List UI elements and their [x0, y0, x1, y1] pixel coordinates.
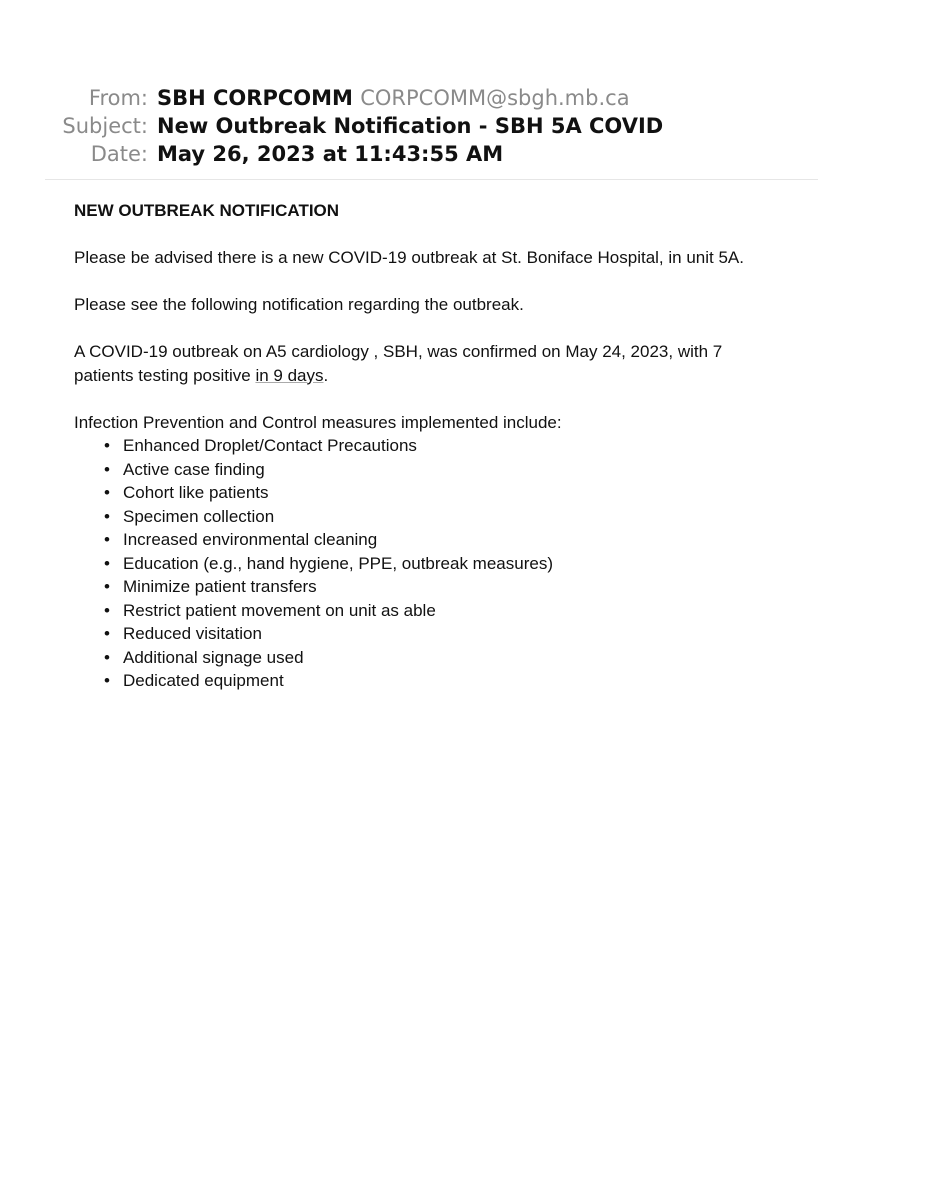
bullet-icon: •: [104, 506, 110, 526]
measure-text: Specimen collection: [123, 506, 275, 526]
details-line-2-end: .: [323, 365, 329, 385]
bullet-icon: •: [104, 436, 110, 455]
email-body: [74, 199, 834, 693]
bullet-icon: •: [104, 600, 110, 620]
measure-text: Additional signage used: [123, 647, 304, 667]
measure-text: Cohort like patients: [123, 483, 269, 502]
list-item: [74, 458, 834, 482]
from-label: From:: [88, 86, 148, 110]
list-item: [74, 481, 834, 505]
bullet-icon: •: [104, 553, 110, 573]
bullet-icon: •: [104, 671, 110, 690]
measure-text: Restrict patient movement on unit as able: [123, 600, 436, 620]
bullet-icon: •: [104, 459, 110, 479]
date-value: May 26, 2023 at 11:43:55 AM: [157, 142, 504, 166]
list-item: [74, 505, 834, 529]
details-line-1: A COVID-19 outbreak on A5 cardiology , SBH, was confirmed on May 24, 2023, with 7: [74, 342, 723, 361]
bullet-icon: •: [104, 624, 110, 643]
header-divider: [45, 179, 818, 180]
advisory-paragraph: Please be advised there is a new COVID-19 outbreak at St. Boniface Hospital, in unit 5A.: [74, 248, 744, 267]
list-item: [74, 528, 834, 552]
measure-text: Increased environmental cleaning: [123, 530, 378, 549]
list-item: [74, 434, 834, 458]
measure-text: Enhanced Droplet/Contact Precautions: [123, 436, 417, 455]
list-item: [74, 622, 834, 646]
details-line-2-start: patients testing positive: [74, 365, 256, 385]
measure-text: Education (e.g., hand hygiene, PPE, outbreak measures): [123, 553, 553, 573]
details-days-link[interactable]: in 9 days: [255, 365, 324, 385]
list-item: [74, 599, 834, 623]
notice-paragraph: Please see the following notification regarding the outbreak.: [74, 295, 524, 314]
list-item: [74, 575, 834, 599]
outbreak-details-paragraph: [74, 340, 834, 387]
bullet-icon: •: [104, 483, 110, 502]
from-row: [0, 84, 928, 112]
list-item: [74, 669, 834, 693]
from-value: [157, 84, 630, 112]
date-row: [0, 140, 928, 168]
email-header: [0, 84, 928, 168]
measure-text: Minimize patient transfers: [123, 577, 317, 596]
measure-text: Reduced visitation: [123, 624, 262, 643]
subject-label: Subject:: [62, 114, 148, 138]
bullet-icon: •: [104, 647, 110, 667]
list-item: [74, 552, 834, 576]
subject-row: [0, 112, 928, 140]
measure-text: Dedicated equipment: [123, 671, 284, 690]
list-item: [74, 646, 834, 670]
sender-email[interactable]: CORPCOMM@sbgh.mb.ca: [360, 86, 630, 110]
subject-value: New Outbreak Notification - SBH 5A COVID: [157, 114, 664, 138]
sender-name: SBH CORPCOMM: [157, 86, 353, 110]
measures-list: [74, 434, 834, 693]
measures-intro: Infection Prevention and Control measures implemented include:: [74, 412, 562, 432]
date-label: Date:: [90, 142, 148, 166]
notification-heading: NEW OUTBREAK NOTIFICATION: [74, 201, 340, 220]
measure-text: Active case finding: [123, 459, 265, 479]
bullet-icon: •: [104, 530, 110, 549]
bullet-icon: •: [104, 577, 110, 596]
